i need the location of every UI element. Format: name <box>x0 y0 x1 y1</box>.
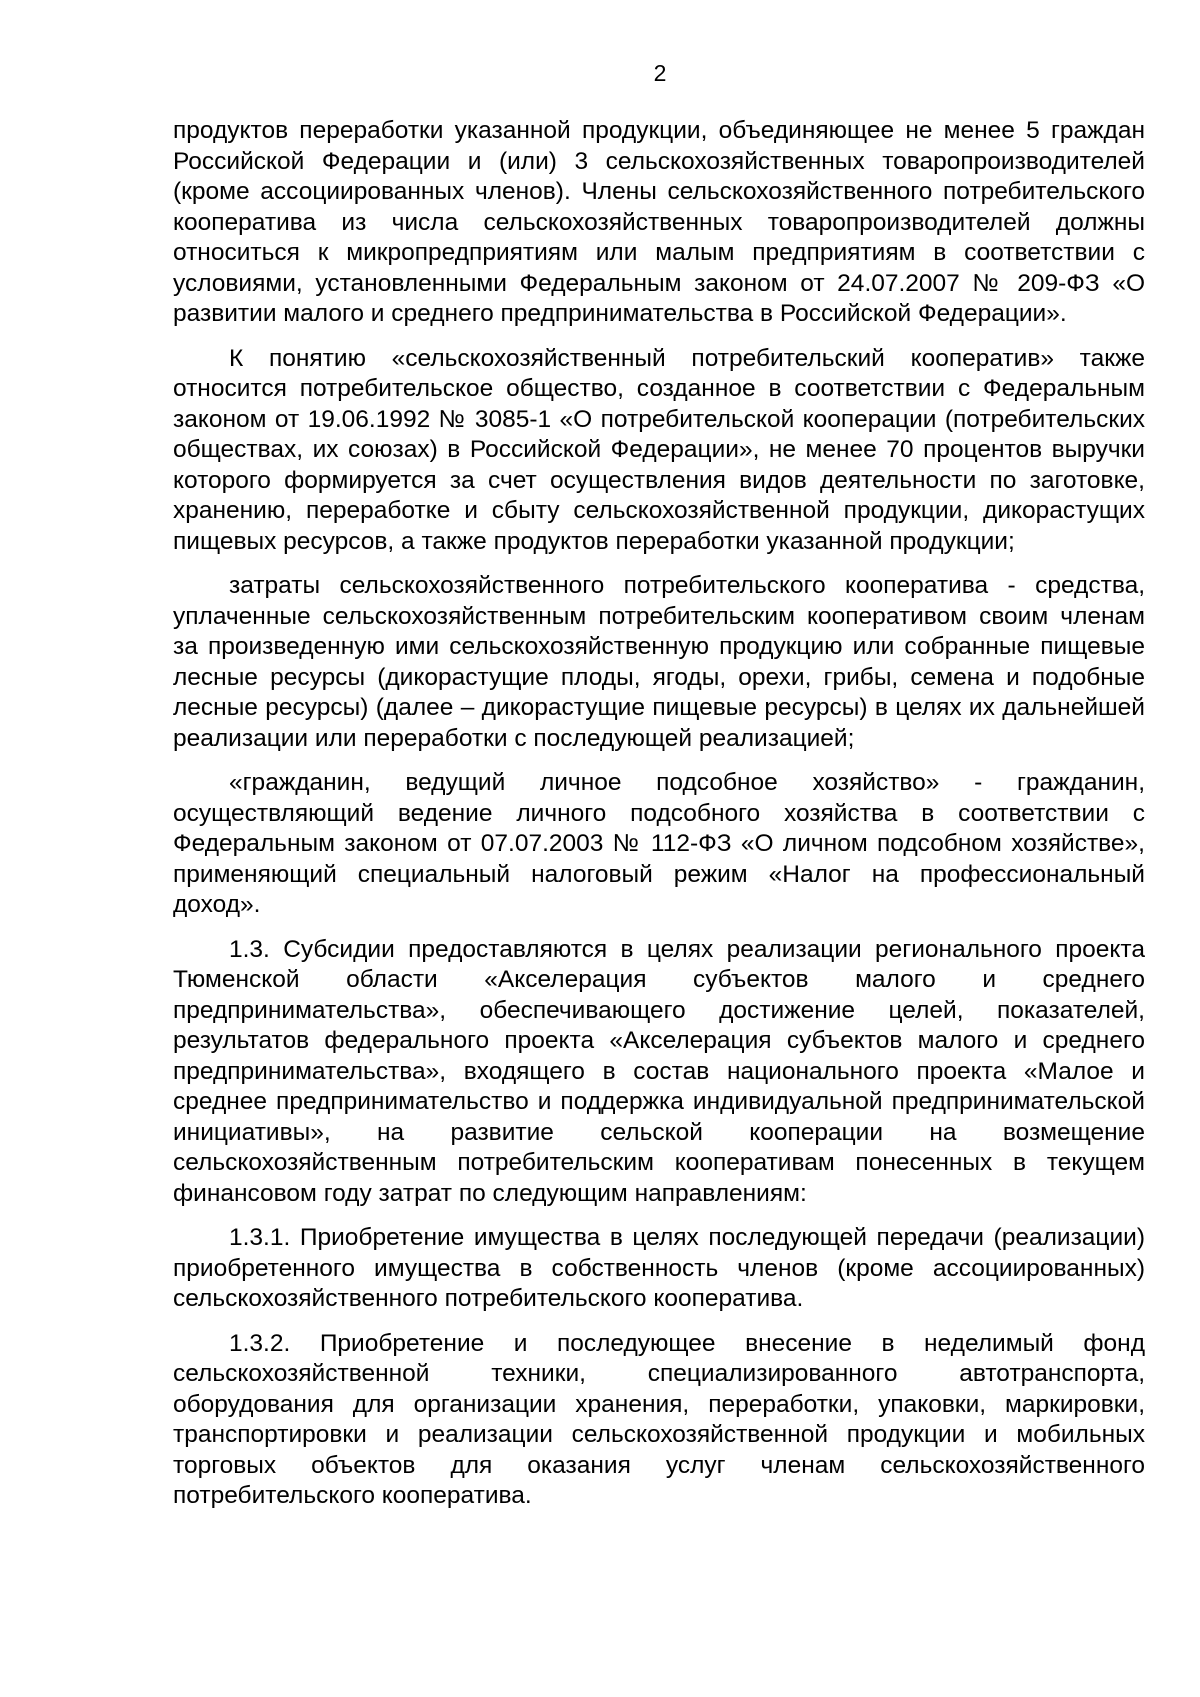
page-number: 2 <box>653 60 667 86</box>
paragraph-1-3-1: 1.3.1. Приобретение имущества в целях последующей передачи (реализации) приобретенного имущества в собственность членов (кроме ассоциированных) сельскохозяйственного потребительского кооператива. <box>173 1224 1145 1312</box>
paragraph-cooperative-costs: затраты сельскохозяйственного потребительского кооператива - средства, уплаченные сельскохозяйственным потребительским кооперативом своим членам за произведенную ими сельскохозяйственную продукцию или собранные пищевые лесные ресурсы (дикорастущие плоды, ягоды, орехи, грибы, семена и подобные лесные ресурсы) (далее – дикорастущие пищевые ресурсы) в целях их дальнейшей реализации или переработки с последующей реализацией; <box>173 572 1145 752</box>
paragraph-continuation: продуктов переработки указанной продукции, объединяющее не менее 5 граждан Российской Федерации и (или) 3 сельскохозяйственных товаропроизводителей (кроме ассоциированных членов). Члены сельскохозяйственного потребительского кооператива из числа сельскохозяйственных товаропроизводителей должны относиться к микропредприятиям или малым предприятиям в соответствии с условиями, установленными Федеральным законом от 24.07.2007 № 209-ФЗ «О развитии малого и среднего предпринимательства в Российской Федерации». <box>173 117 1145 327</box>
document-body <box>173 116 1145 1526</box>
paragraph-1-3: 1.3. Субсидии предоставляются в целях реализации регионального проекта Тюменской области «Акселерация субъектов малого и среднего предпринимательства», обеспечивающего достижение целей, показателей, результатов федерального проекта «Акселерация субъектов малого и среднего предпринимательства», входящего в состав национального проекта «Малое и среднее предпринимательство и поддержка индивидуальной предпринимательской инициативы», на развитие сельской кооперации на возмещение сельскохозяйственным потребительским кооперативам понесенных в текущем финансовом году затрат по следующим направлениям: <box>173 935 1145 1207</box>
paragraph-household-citizen: «гражданин, ведущий личное подсобное хозяйство» - гражданин, осуществляющий ведение личного подсобного хозяйства в соответствии с Федеральным законом от 07.07.2003 № 112-ФЗ «О личном подсобном хозяйстве», применяющий специальный налоговый режим «Налог на профессиональный доход». <box>173 769 1145 918</box>
paragraph-1-3-2: 1.3.2. Приобретение и последующее внесение в неделимый фонд сельскохозяйственной техники, специализированного автотранспорта, оборудования для организации хранения, переработки, упаковки, маркировки, транспортировки и реализации сельскохозяйственной продукции и мобильных торговых объектов для оказания услуг членам сельскохозяйственного потребительского кооператива. <box>173 1329 1145 1509</box>
paragraph-consumer-society: К понятию «сельскохозяйственный потребительский кооператив» также относится потребительское общество, созданное в соответствии с Федеральным законом от 19.06.1992 № 3085-1 «О потребительской кооперации (потребительских обществах, их союзах) в Российской Федерации», не менее 70 процентов выручки которого формируется за счет осуществления видов деятельности по заготовке, хранению, переработке и сбыту сельскохозяйственной продукции, дикорастущих пищевых ресурсов, а также продуктов переработки указанной продукции; <box>173 344 1145 555</box>
